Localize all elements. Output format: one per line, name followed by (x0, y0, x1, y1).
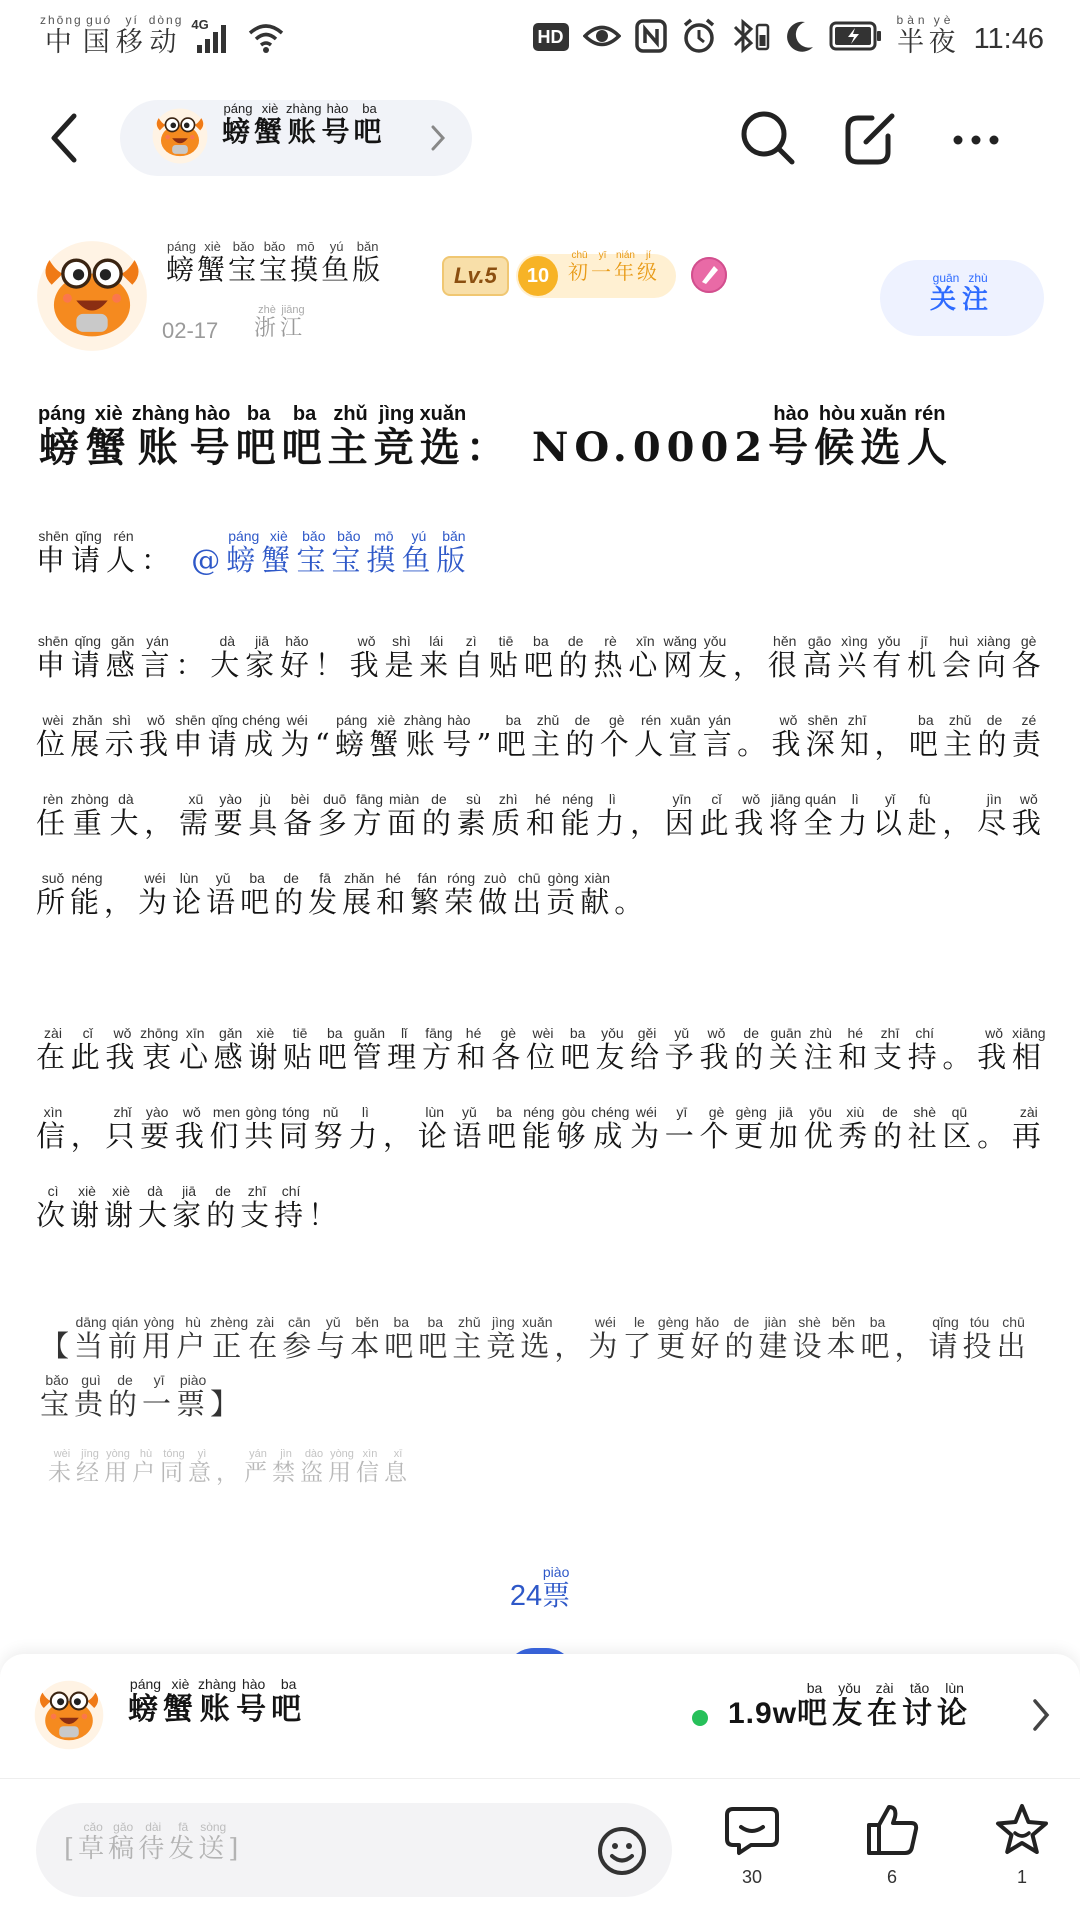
nfc-icon (635, 17, 667, 55)
chevron-right-icon (1032, 1698, 1050, 1732)
post-paragraph-1: 申shēn请qǐng感gǎn言yán：大dà家jiā好hǎo！我wǒ是shì来lái自zì贴tiē吧ba的de热rè心xīn网wǎng友yǒu，很hěn高gāo兴xìng有yǒu机jī会huì向xiàng各gè位wèi展zhǎn示shì我wǒ申shēn请qǐng成chéng为wéi“螃páng蟹xiè账zhàng号hào”吧ba主zhǔ的de个gè人rén宣xuān言yán。我wǒ深shēn知zhī，吧ba主zhǔ的de责zé任rèn重zhòng大dà，需xū要yào具jù备bèi多duō方fāng面miàn的de素sù质zhì和hé能néng力lì，因yīn此cǐ我wǒ将jiāng全quán力lì以yǐ赴fù，尽jìn我wǒ所suǒ能néng，为wéi论lùn语yǔ吧ba的de发fā展zhǎn和hé繁fán荣róng做zuò出chū贡gòng献xiàn。 (36, 633, 1046, 919)
post-region: 浙zhè江jiāng (254, 304, 307, 341)
vote-tip: 【当dāng前qián用yòng户hù正zhèng在zài参cān与yǔ本běn吧ba吧ba主zhǔ竞jìng选xuǎn，为wéi了le更gèng好hǎo的de建jiàn设shè本běn吧ba，请qǐng投tóu出chū宝bǎo贵guì的de一yī票piào】 (40, 1314, 1031, 1421)
comment-count: 30 (741, 1867, 763, 1887)
star-icon (993, 1801, 1051, 1859)
vote-number: 24 (509, 1580, 543, 1612)
chevron-right-icon (430, 124, 446, 152)
search-icon[interactable] (736, 106, 800, 170)
status-bar (0, 0, 1080, 84)
forum-name: 螃páng蟹xiè账zhàng号hào吧ba (222, 101, 386, 148)
grade-label: 初chū一yī年nián级jí (568, 250, 660, 284)
forum-avatar (152, 108, 208, 164)
author-avatar[interactable] (36, 240, 148, 352)
post-paragraph-2: 在zài此cǐ我wǒ衷zhōng心xīn感gǎn谢xiè贴tiē吧ba管guǎn理lǐ方fāng和hé各gè位wèi吧ba友yǒu给gěi予yǔ我wǒ的de关guān注zhù和hé支zhī持chí。我wǒ相xiāng信xìn，只zhǐ要yào我wǒ们men共gòng同tóng努nǔ力lì，论lùn语yǔ吧ba能néng够gòu成chéng为wéi一yī个gè更gèng加jiā优yōu秀xiù的de社shè区qū。再zài次cì谢xiè谢xiè大dà家jiā的de支zhī持chí！ (36, 1025, 1046, 1232)
author-row (0, 236, 1080, 366)
carrier-name: 中zhōng国guó移yí动dòng (40, 13, 184, 58)
hd-badge: HD (533, 23, 569, 51)
moon-icon (785, 19, 815, 55)
reply-placeholder: [草cǎo稿gǎo待dài发fā送sòng] (64, 1820, 243, 1864)
signal-icon (191, 17, 239, 55)
disclaimer: 未wèi经jīng用yòng户hù同tóng意yì，严yán禁jìn盗dào用yòng信xìn息xī (48, 1448, 412, 1486)
reply-input[interactable] (36, 1803, 672, 1897)
bluetooth-battery-icon (731, 17, 771, 55)
top-nav (0, 84, 1080, 194)
alarm-icon (681, 17, 717, 55)
forum-entry-pill[interactable] (120, 100, 472, 176)
level-badge: Lv.5 (442, 256, 509, 296)
clock: 11:46 (973, 23, 1044, 55)
bottom-bar (0, 1778, 1080, 1920)
post-date: 02-17 (162, 318, 219, 343)
edit-post-icon[interactable] (840, 106, 904, 170)
online-count: 1.9w吧ba友yǒu在zài讨tǎo论lùn (728, 1680, 973, 1731)
forum-card[interactable] (0, 1654, 1080, 1778)
like-count: 6 (886, 1867, 897, 1887)
wifi-icon (247, 21, 285, 55)
favorite-button[interactable] (982, 1801, 1062, 1888)
eye-icon (583, 17, 621, 55)
grade-badge (516, 250, 676, 298)
time-period: 半bàn夜yè (896, 13, 960, 58)
author-name[interactable]: 螃páng蟹xiè宝bǎo宝bǎo摸mō鱼yú版bǎn (166, 239, 384, 286)
more-icon[interactable] (944, 106, 1008, 170)
battery-icon (829, 21, 883, 51)
medal-icon (690, 256, 728, 294)
comment-icon (723, 1801, 781, 1859)
emoji-icon[interactable] (596, 1825, 648, 1877)
favorite-count: 1 (1016, 1867, 1027, 1887)
follow-label: 关guān注zhù (929, 271, 995, 315)
applicant-line (36, 530, 471, 579)
applicant-label: 申shēn请qǐng人rén： (36, 528, 177, 577)
thumbs-up-icon (863, 1801, 921, 1859)
applicant-mention-link[interactable]: @螃páng蟹xiè宝bǎo宝bǎo摸mō鱼yú版bǎn (191, 528, 472, 577)
follow-button[interactable] (880, 260, 1044, 336)
forum-card-name: 螃páng蟹xiè账zhàng号hào吧ba (128, 1676, 307, 1727)
like-button[interactable] (852, 1801, 932, 1888)
network-type: 4G (191, 17, 209, 32)
grade-number: 10 (518, 256, 558, 296)
post-title: 螃páng蟹xiè账zhàng号hào吧ba吧ba主zhǔ竞jìng选xuǎn： NO.0002号hào候hòu选xuǎn人rén (38, 403, 953, 471)
back-icon[interactable] (42, 108, 92, 168)
online-dot (692, 1710, 708, 1726)
forum-card-avatar (34, 1680, 104, 1750)
vote-count: 24票piào (509, 1564, 571, 1612)
comment-button[interactable] (712, 1801, 792, 1888)
